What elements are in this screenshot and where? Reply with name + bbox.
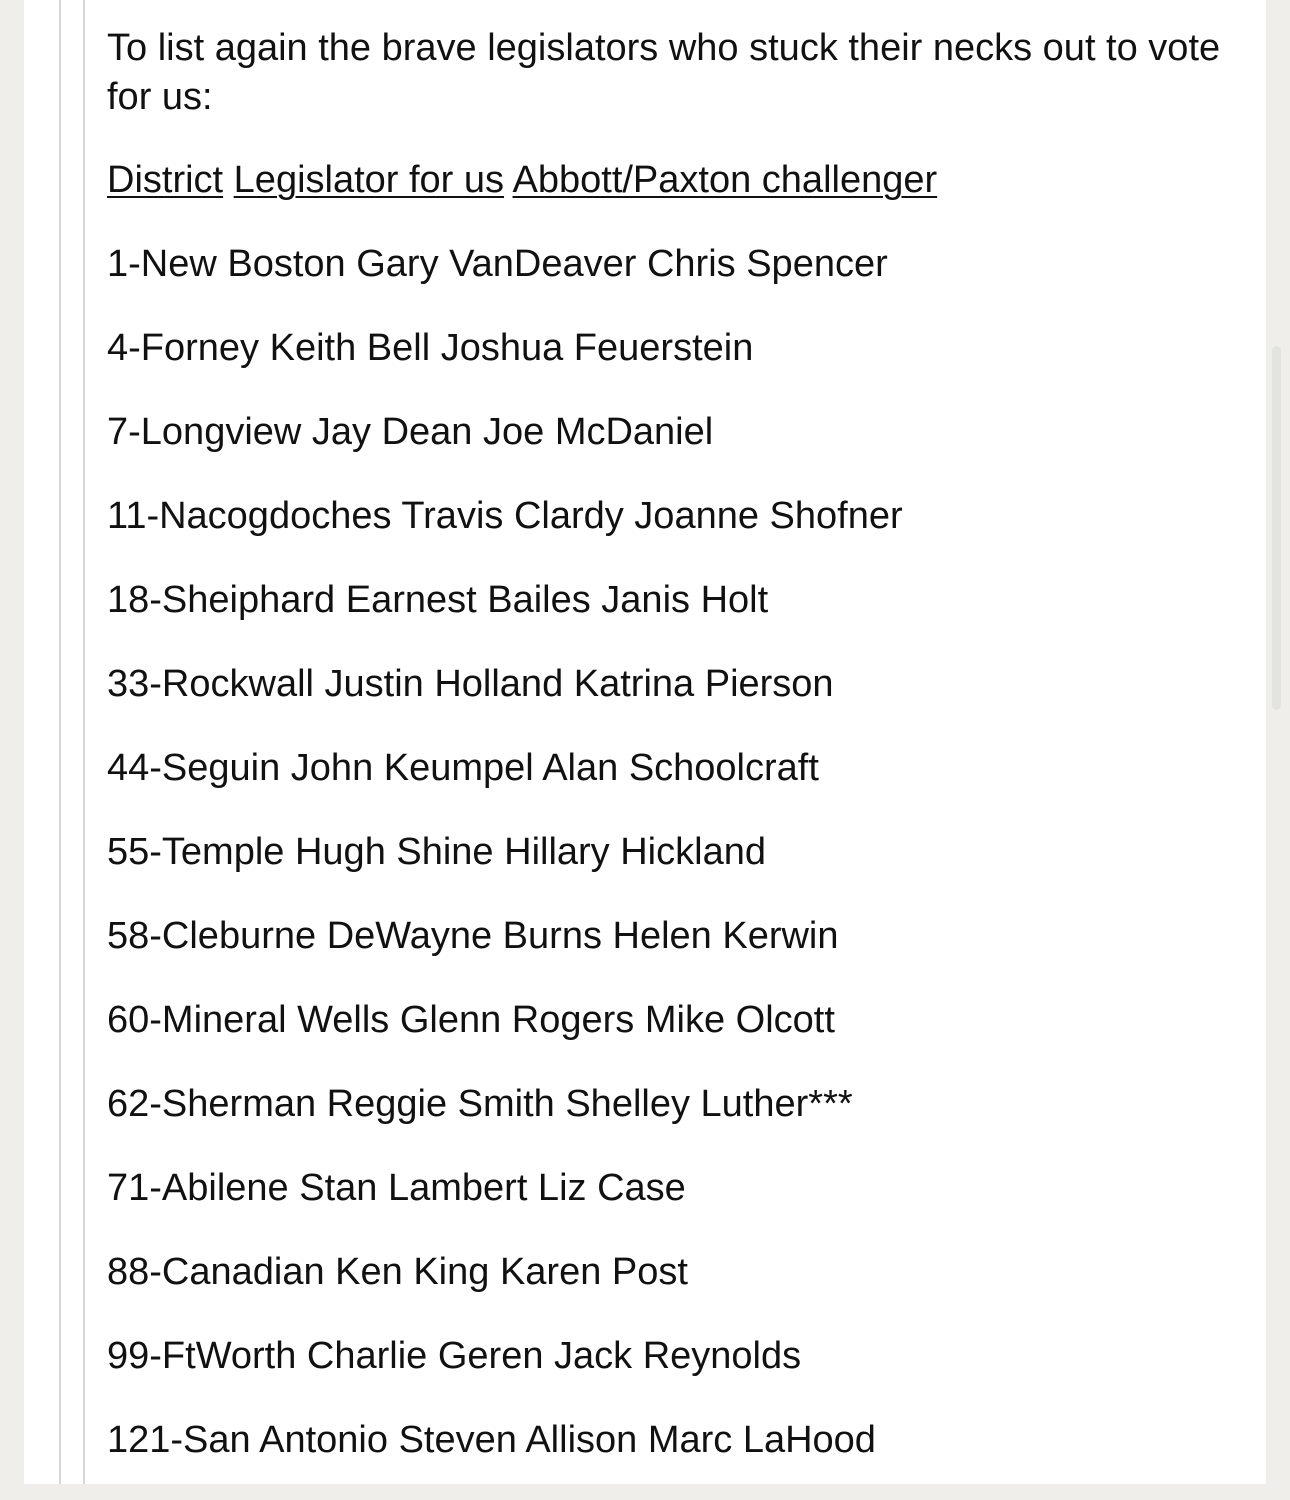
intro-paragraph: To list again the brave legislators who stuck their necks out to vote for us: [107,27,1221,118]
table-header [107,156,937,205]
list-item: 62-Sherman Reggie Smith Shelley Luther*** [107,1083,853,1125]
scrollbar-thumb[interactable] [1272,346,1281,710]
list-item: 71-Abilene Stan Lambert Liz Case [107,1167,686,1209]
list-item: 44-Seguin John Keumpel Alan Schoolcraft [107,747,819,789]
list-item: 7-Longview Jay Dean Joe McDaniel [107,411,714,453]
right-gutter [1266,0,1290,1484]
header-district: District [107,159,224,201]
list-item: 11-Nacogdoches Travis Clardy Joanne Shofner [107,495,903,537]
header-challenger: Abbott/Paxton challenger [512,159,938,201]
list-item: 58-Cleburne DeWayne Burns Helen Kerwin [107,915,839,957]
list-item: 33-Rockwall Justin Holland Katrina Pierson [107,663,834,705]
list-item: 1-New Boston Gary VanDeaver Chris Spencer [107,243,888,285]
header-legislator: Legislator for us [233,159,505,201]
list-item: 18-Sheiphard Earnest Bailes Janis Holt [107,579,769,621]
list-item: 55-Temple Hugh Shine Hillary Hickland [107,831,766,873]
list-item: 99-FtWorth Charlie Geren Jack Reynolds [107,1335,802,1377]
left-divider-outer [59,0,61,1484]
list-item: 60-Mineral Wells Glenn Rogers Mike Olcott [107,999,835,1041]
document-content [107,24,1237,122]
list-item: 88-Canadian Ken King Karen Post [107,1251,688,1293]
list-item: 4-Forney Keith Bell Joshua Feuerstein [107,327,754,369]
left-gutter [0,0,24,1484]
list-item: 121-San Antonio Steven Allison Marc LaHood [107,1419,876,1461]
legislator-list [107,240,903,1500]
left-divider-inner [83,0,85,1484]
